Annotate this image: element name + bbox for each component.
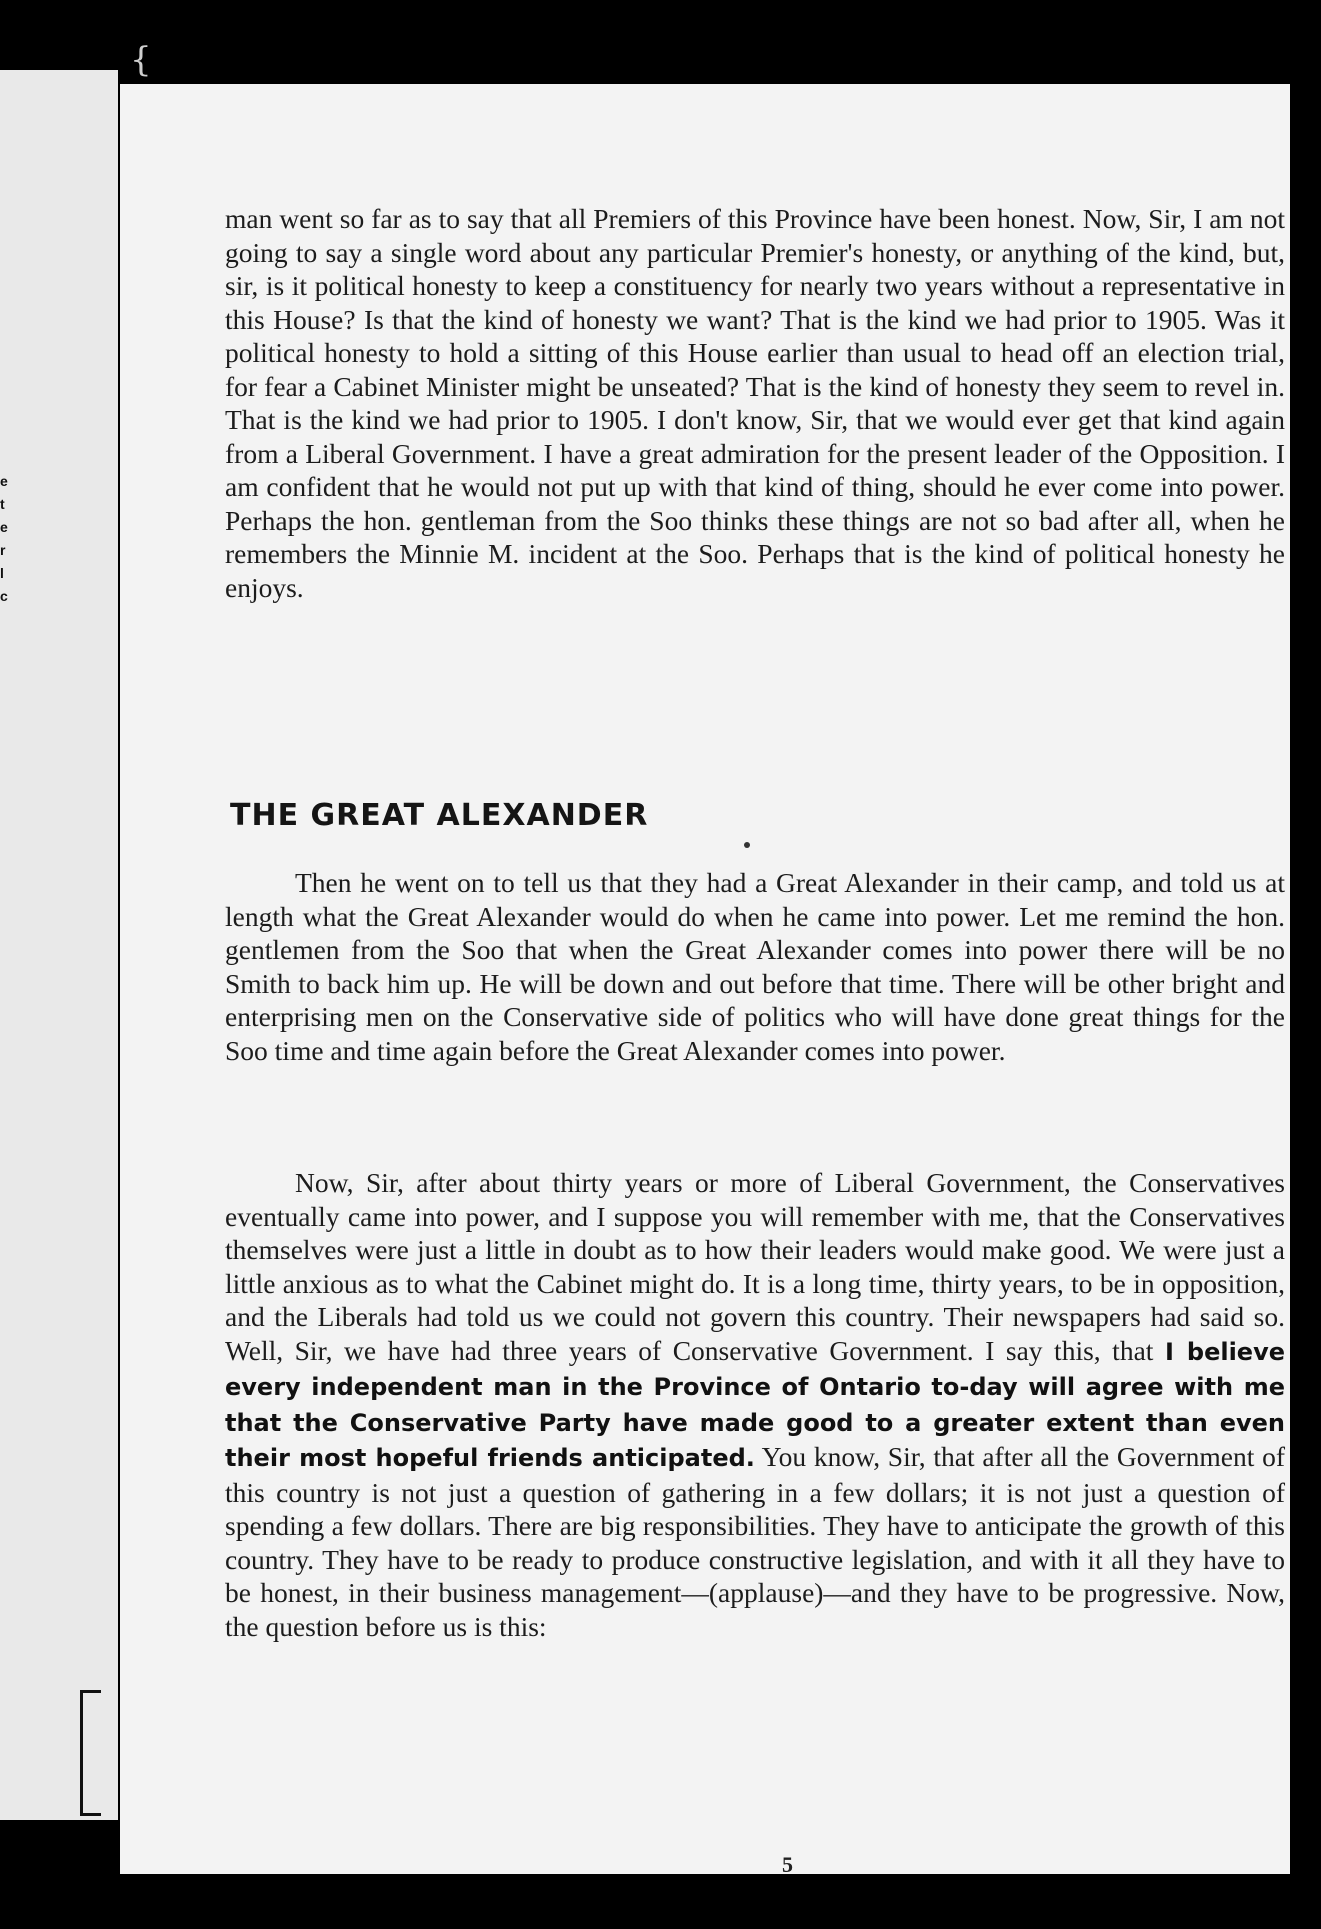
- facing-page-letter: l: [0, 565, 4, 581]
- facing-page-letter: r: [0, 542, 6, 558]
- paragraph-3-start: Now, Sir, after about thirty years or more of Liberal Government, the Conservatives eventually came into power, and I suppose you will remember with me, that the Conservatives themselves were just a little in doubt as to how their leaders would make good. We were just a little anxious as to what the Cabinet might do. It is a long time, thirty years, to be in opposition, and the Liberals had told us we could not govern this country. Their newspapers had said so. Well, Sir, we have had three years of Conservative Government. I say this, that: [225, 1167, 1285, 1366]
- paragraph-3-block: [225, 1166, 1285, 1643]
- top-paragraph-block: [225, 202, 1285, 604]
- paragraph-2: Then he went on to tell us that they had a Great Alexander in their camp, and told us at length what the Great Alexander would do when he came into power. Let me remind the hon. gentlemen from the Soo that when the Great Alexander comes into power there will be no Smith to back him up. He will be down and out before that time. There will be other bright and enterprising men on the Conservative side of politics who will have done great things for the Soo time and time again before the Great Alexander comes into power.: [225, 867, 1285, 1066]
- facing-page-letter: c: [0, 588, 8, 604]
- paragraph-3: [225, 1166, 1285, 1643]
- scan-artifact-mark: {: [130, 40, 152, 80]
- facing-page-letters: [0, 470, 16, 608]
- ink-dot: [744, 842, 750, 848]
- facing-page-letter: e: [0, 519, 8, 535]
- page-number: 5: [782, 1852, 793, 1877]
- paragraph-2-block: [225, 866, 1285, 1067]
- scan-bracket-mark: [80, 1690, 101, 1816]
- facing-page-letter: t: [0, 496, 5, 512]
- section-heading: THE GREAT ALEXANDER: [230, 798, 649, 833]
- facing-page-letter: e: [0, 473, 8, 489]
- document-page: [120, 84, 1290, 1877]
- facing-page-edge: [0, 70, 118, 1820]
- paragraph-3-end: You know, Sir, that after all the Government of this country is not just a question of gathering in a few dollars; it is not just a question of spending a few dollars. There are big responsibilities. They have to anticipate the growth of this country. They have to be ready to produce constructive legislation, and with it all they have to be honest, in their business management—(applause)—and they have to be progressive. Now, the question before us is this:: [225, 1441, 1285, 1642]
- top-paragraph: man went so far as to say that all Premiers of this Province have been honest. Now, Sir, I am not going to say a single word about any particular Premier's honesty, or anything of the kind, but, sir, is it political honesty to keep a constituency for nearly two years without a representative in this House? Is that the kind of honesty we want? That is the kind we had prior to 1905. Was it political honesty to hold a sitting of this House earlier than usual to head off an election trial, for fear a Cabinet Minister might be unseated? That is the kind of honesty they seem to revel in. That is the kind we had prior to 1905. I don't know, Sir, that we would ever get that kind again from a Liberal Government. I have a great admiration for the present leader of the Opposition. I am confident that he would not put up with that kind of thing, should he ever come into power. Perhaps the hon. gentleman from the Soo thinks these things are not so bad after all, when he remembers the Minnie M. incident at the Soo. Perhaps that is the kind of political honesty he enjoys.: [225, 203, 1285, 603]
- paragraph-3-bold-statement: I believe every independent man in the Province of Ontario to-day will agree with me that the Conservative Party have made good to a greater extent than even their most hopeful friends anticipated.: [225, 1337, 1285, 1472]
